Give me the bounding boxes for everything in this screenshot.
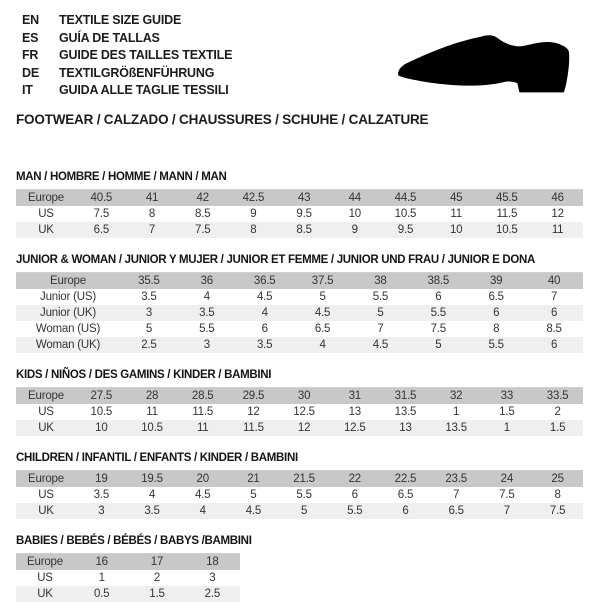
- size-value: 45.5: [496, 191, 518, 204]
- row-label: Europe: [50, 274, 86, 287]
- row-label: Europe: [27, 555, 63, 568]
- row-label: Europe: [28, 472, 64, 485]
- section-children: [16, 452, 583, 519]
- size-value: 25: [551, 472, 564, 485]
- size-table-children: [16, 470, 583, 519]
- size-value: 5.5: [488, 338, 504, 351]
- size-value: 3.5: [256, 338, 273, 351]
- size-value: 5.5: [296, 488, 312, 501]
- size-value: 13.5: [394, 405, 417, 418]
- size-value: 9: [351, 223, 358, 236]
- size-value: 4.5: [314, 306, 331, 319]
- section-title-man: MAN / HOMBRE / HOMME / MANN / MAN: [16, 170, 227, 183]
- size-value: 4.5: [372, 338, 389, 351]
- size-value: 5.5: [199, 322, 215, 335]
- size-value: 4: [261, 306, 268, 319]
- size-value: 27.5: [90, 389, 113, 402]
- size-value: 6: [493, 306, 500, 319]
- language-label: GUIDA ALLE TAGLIE TESSILI: [59, 83, 229, 97]
- size-value: 5.5: [430, 306, 446, 319]
- row-label: US: [37, 571, 53, 584]
- size-value: 28.5: [191, 389, 214, 402]
- size-value: 41: [145, 191, 159, 204]
- size-value: 6.5: [93, 223, 110, 236]
- size-value: 40: [547, 274, 561, 287]
- size-value: 43: [297, 191, 311, 204]
- size-value: 21.5: [293, 472, 315, 485]
- size-value: 12.5: [343, 421, 366, 434]
- size-value: 1.5: [149, 587, 165, 600]
- size-value: 7: [377, 322, 384, 335]
- size-value: 5: [250, 488, 257, 501]
- size-value: 3: [209, 571, 216, 584]
- size-value: 31: [348, 389, 361, 402]
- size-value: 2.5: [141, 338, 157, 351]
- size-value: 6.5: [448, 504, 464, 517]
- shoe-icon: [396, 34, 573, 94]
- size-value: 7.5: [195, 223, 211, 236]
- language-label: GUÍA DE TALLAS: [59, 30, 160, 45]
- size-value: 24: [500, 472, 514, 485]
- size-value: 20: [196, 472, 209, 485]
- size-value: 39: [489, 274, 503, 287]
- size-value: 5: [300, 504, 308, 517]
- size-value: 9: [250, 207, 257, 220]
- size-value: 3.5: [199, 306, 215, 319]
- size-value: 44.5: [394, 191, 417, 204]
- size-value: 37.5: [311, 274, 334, 287]
- size-table-junior: [16, 272, 583, 353]
- table-row: [16, 289, 583, 305]
- size-value: 8.5: [195, 207, 211, 220]
- size-value: 6: [402, 504, 409, 517]
- language-label: TEXTILGRÖßENFÜHRUNG: [59, 65, 215, 80]
- size-value: 5: [319, 290, 326, 303]
- size-value: 0.5: [93, 587, 110, 600]
- size-value: 5: [435, 338, 442, 351]
- table-row: [16, 570, 240, 586]
- size-value: 3: [145, 306, 153, 319]
- size-table-kids: [16, 387, 583, 436]
- size-value: 10.5: [496, 223, 518, 236]
- language-code: FR: [22, 48, 39, 62]
- row-label: US: [38, 405, 54, 418]
- size-value: 4: [319, 338, 326, 351]
- size-value: 3.5: [141, 290, 157, 303]
- size-value: 36: [200, 274, 214, 287]
- size-value: 33.5: [546, 389, 569, 402]
- table-row: [16, 470, 583, 487]
- size-value: 6: [351, 488, 358, 501]
- size-value: 8.5: [296, 223, 312, 236]
- size-value: 46: [551, 191, 564, 204]
- size-value: 11: [450, 207, 462, 220]
- language-code: IT: [22, 83, 33, 97]
- size-tables: [16, 171, 583, 602]
- table-row: [16, 586, 240, 602]
- size-value: 21: [247, 472, 260, 485]
- size-value: 8: [554, 488, 561, 501]
- size-value: 32: [449, 389, 463, 402]
- table-row: [16, 404, 583, 420]
- size-value: 23.5: [445, 472, 467, 485]
- row-label: UK: [37, 587, 53, 600]
- size-value: 10.5: [141, 421, 163, 434]
- size-value: 3: [98, 504, 105, 517]
- row-label: Woman (UK): [35, 338, 101, 351]
- size-value: 11.5: [496, 207, 518, 220]
- size-value: 8: [250, 223, 257, 236]
- size-value: 5.5: [347, 504, 363, 517]
- size-value: 42.5: [242, 191, 265, 204]
- size-value: 12: [297, 421, 311, 434]
- row-label: Europe: [28, 191, 64, 204]
- size-value: 7.5: [93, 207, 110, 220]
- size-value: 11.5: [243, 421, 264, 434]
- section-kids: [16, 369, 583, 436]
- table-row: [16, 337, 583, 353]
- size-value: 7.5: [549, 504, 566, 517]
- size-value: 10.5: [394, 207, 417, 220]
- row-label: UK: [38, 223, 54, 236]
- row-label: UK: [38, 421, 54, 434]
- size-value: 9.5: [397, 223, 414, 236]
- table-row: [16, 420, 583, 436]
- size-value: 44: [348, 191, 361, 204]
- size-value: 16: [95, 555, 108, 568]
- size-value: 8.5: [546, 322, 562, 335]
- size-value: 4: [199, 504, 206, 517]
- row-label: US: [38, 488, 54, 501]
- size-table-man: [16, 189, 583, 238]
- row-label: Woman (US): [35, 322, 101, 335]
- table-row: [16, 503, 583, 519]
- size-value: 11.5: [192, 405, 214, 418]
- size-value: 5: [377, 306, 384, 319]
- row-label: Junior (US): [40, 290, 96, 303]
- size-value: 6.5: [488, 290, 504, 303]
- size-value: 6: [550, 306, 558, 319]
- size-value: 2.5: [204, 587, 221, 600]
- size-value: 5.5: [372, 290, 389, 303]
- size-value: 7.5: [430, 322, 446, 335]
- size-table-babies: [16, 553, 240, 602]
- size-value: 22.5: [394, 472, 417, 485]
- table-row: [16, 189, 583, 206]
- section-title-babies: BABIES / BEBÉS / BÉBÉS / BABYS /BAMBINI: [16, 534, 252, 547]
- size-value: 12: [551, 207, 564, 220]
- category-title: FOOTWEAR / CALZADO / CHAUSSURES / SCHUHE / CALZATURE: [16, 111, 429, 127]
- row-label: Junior (UK): [40, 306, 96, 319]
- size-value: 10: [348, 207, 361, 220]
- language-code: DE: [22, 65, 39, 80]
- size-value: 1: [98, 571, 105, 584]
- size-value: 5: [145, 322, 153, 335]
- table-row: [16, 387, 583, 404]
- size-value: 22: [348, 472, 361, 485]
- size-value: 2: [554, 405, 561, 418]
- size-value: 45: [449, 191, 463, 204]
- size-value: 4: [148, 488, 156, 501]
- size-value: 1.5: [499, 405, 515, 418]
- row-label: Europe: [28, 389, 64, 402]
- size-value: 7: [453, 488, 460, 501]
- size-value: 6.5: [314, 322, 331, 335]
- section-man: [16, 171, 583, 238]
- size-value: 33: [500, 389, 514, 402]
- size-value: 6: [261, 322, 268, 335]
- size-value: 2: [153, 571, 161, 584]
- section-title-kids: KIDS / NIÑOS / DES GAMINS / KINDER / BAMBINI: [16, 368, 272, 381]
- size-value: 4.5: [245, 504, 262, 517]
- table-row: [16, 272, 583, 289]
- size-value: 42: [196, 191, 209, 204]
- size-value: 3.5: [93, 488, 110, 501]
- size-value: 10: [95, 421, 108, 434]
- table-row: [16, 321, 583, 337]
- table-row: [16, 222, 583, 238]
- size-value: 1: [453, 405, 460, 418]
- language-code: EN: [22, 13, 39, 27]
- table-row: [16, 305, 583, 321]
- section-babies: [16, 535, 583, 602]
- size-value: 10: [449, 223, 463, 236]
- size-value: 40.5: [90, 191, 113, 204]
- size-value: 9.5: [296, 207, 312, 220]
- section-title-children: CHILDREN / INFANTIL / ENFANTS / KINDER / BAMBINI: [16, 451, 298, 464]
- size-value: 19.5: [141, 472, 163, 485]
- size-value: 3.5: [144, 504, 160, 517]
- size-value: 30: [297, 389, 311, 402]
- size-value: 11: [146, 405, 158, 418]
- section-junior: [16, 254, 583, 353]
- size-value: 4.5: [195, 488, 211, 501]
- size-value: 10.5: [90, 405, 113, 418]
- size-value: 7: [550, 290, 558, 303]
- size-value: 4: [203, 290, 210, 303]
- size-value: 13: [399, 421, 412, 434]
- language-code: ES: [22, 30, 39, 45]
- language-label: GUIDE DES TAILLES TEXTILE: [59, 48, 233, 62]
- size-value: 12: [247, 405, 260, 418]
- size-value: 8: [148, 207, 156, 220]
- size-value: 17: [150, 555, 164, 568]
- table-row: [16, 206, 583, 222]
- size-value: 11: [196, 421, 209, 434]
- size-value: 7: [148, 223, 156, 236]
- table-row: [16, 487, 583, 503]
- size-value: 11: [551, 223, 564, 236]
- size-value: 6: [435, 290, 442, 303]
- size-value: 6.5: [397, 488, 414, 501]
- section-title-junior: JUNIOR & WOMAN / JUNIOR Y MUJER / JUNIOR ET FEMME / JUNIOR UND FRAU / JUNIOR E DONA: [16, 253, 536, 266]
- size-value: 1: [503, 421, 510, 434]
- size-value: 7.5: [499, 488, 515, 501]
- size-value: 18: [206, 555, 219, 568]
- size-value: 19: [95, 472, 108, 485]
- size-value: 13: [348, 405, 361, 418]
- size-value: 28: [145, 389, 159, 402]
- size-value: 35.5: [138, 274, 160, 287]
- table-row: [16, 553, 240, 570]
- row-label: UK: [38, 504, 54, 517]
- size-value: 13.5: [445, 421, 467, 434]
- size-value: 4.5: [256, 290, 273, 303]
- size-value: 12.5: [293, 405, 315, 418]
- size-value: 31.5: [394, 389, 417, 402]
- size-value: 36.5: [253, 274, 276, 287]
- size-value: 1.5: [549, 421, 566, 434]
- row-label: US: [38, 207, 54, 220]
- size-value: 38: [374, 274, 387, 287]
- size-value: 3: [203, 338, 210, 351]
- language-row: [22, 12, 583, 30]
- size-value: 6: [550, 338, 558, 351]
- language-label: TEXTILE SIZE GUIDE: [59, 13, 182, 27]
- size-value: 29.5: [242, 389, 265, 402]
- size-value: 7: [503, 504, 510, 517]
- size-value: 8: [493, 322, 500, 335]
- size-value: 38.5: [427, 274, 450, 287]
